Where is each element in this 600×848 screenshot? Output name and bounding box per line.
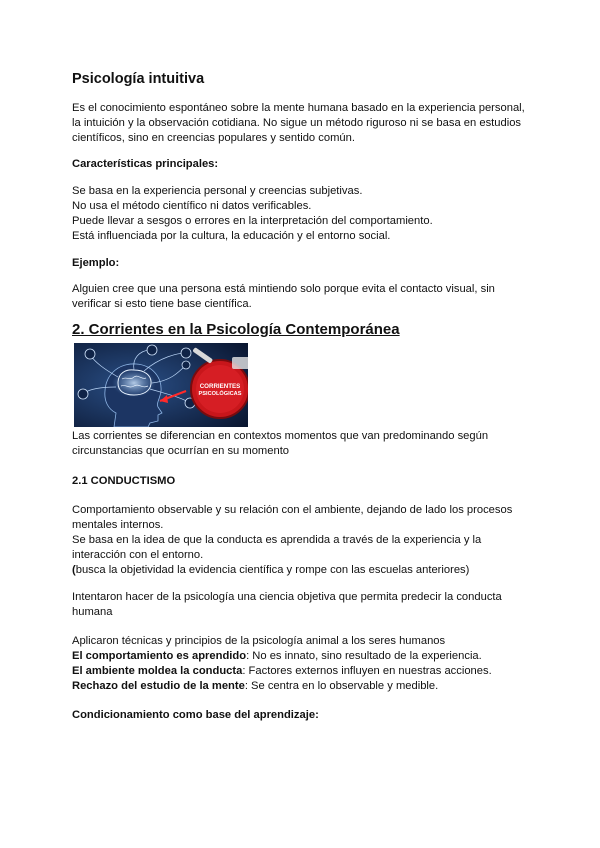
paragraph-line: Intentaron hacer de la psicología una ciencia objetiva que permita predecir la conducta	[72, 591, 502, 603]
key-point-text: : No es innato, sino resultado de la experiencia.	[246, 650, 482, 662]
intro-line: científicos, sino en creencias populares y sentido común.	[72, 132, 355, 144]
list-item: Puede llevar a sesgos o errores en la interpretación del comportamiento.	[72, 215, 433, 227]
open-paren: (	[72, 564, 76, 576]
paragraph-line	[72, 563, 532, 578]
image-caption	[72, 429, 532, 459]
conductismo-paragraph-3	[72, 634, 532, 694]
caracteristicas-heading: Características principales:	[72, 158, 219, 170]
paragraph-line: mentales internos.	[72, 519, 164, 531]
paragraph-line-rest: busca la objetividad la evidencia científica y rompe con las escuelas anteriores)	[75, 564, 470, 576]
caption-line: circunstancias que ocurrían en su momento	[72, 445, 290, 457]
list-item: Se basa en la experiencia personal y creencias subjetivas.	[72, 185, 363, 197]
conductismo-heading: 2.1 CONDUCTISMO	[72, 475, 176, 487]
condicionamiento-heading: Condicionamiento como base del aprendizaje:	[72, 709, 319, 721]
corrientes-image	[74, 343, 248, 427]
image-label-corrientes: CORRIENTES	[199, 383, 241, 390]
paragraph-line: interacción con el entorno.	[72, 549, 204, 561]
ejemplo-line: Alguien cree que una persona está mintiendo solo porque evita el contacto visual, sin	[72, 283, 495, 295]
paragraph-line: Se basa en la idea de que la conducta es aprendida a través de la experiencia y la	[72, 534, 482, 546]
key-point-label: El comportamiento es aprendido	[72, 650, 247, 662]
key-point-label: El ambiente moldea la conducta	[72, 665, 243, 677]
caption-line: Las corrientes se diferencian en contextos momentos que van predominando según	[72, 430, 489, 442]
paragraph-line: Comportamiento observable y su relación con el ambiente, dejando de lado los procesos	[72, 504, 513, 516]
image-label-psicologicas: PSICOLÓGICAS	[198, 391, 242, 397]
intro-paragraph	[72, 101, 532, 146]
intro-line: Es el conocimiento espontáneo sobre la mente humana basado en la experiencia personal,	[72, 102, 525, 114]
ejemplo-heading: Ejemplo:	[72, 257, 120, 269]
conductismo-paragraph-2	[72, 590, 532, 620]
key-point	[72, 649, 532, 664]
conductismo-paragraph-1	[72, 503, 532, 578]
key-point	[72, 664, 532, 679]
key-point-text: : Factores externos influyen en nuestras acciones.	[242, 665, 492, 677]
key-point	[72, 679, 532, 694]
section-heading: 2. Corrientes en la Psicología Contemporánea	[72, 321, 400, 338]
ejemplo-paragraph	[72, 282, 532, 312]
key-point-label: Rechazo del estudio de la mente	[72, 680, 245, 692]
list-item: No usa el método científico ni datos verificables.	[72, 200, 312, 212]
intro-line: la intuición y la observación cotidiana. No sigue un método riguroso ni se basa en estudios	[72, 117, 522, 129]
ejemplo-line: verificar si esto tiene base científica.	[72, 298, 252, 310]
list-item: Está influenciada por la cultura, la educación y el entorno social.	[72, 230, 391, 242]
key-point-text: : Se centra en lo observable y medible.	[244, 680, 439, 692]
caracteristicas-list	[72, 184, 532, 244]
paragraph-line: Aplicaron técnicas y principios de la psicología animal a los seres humanos	[72, 635, 446, 647]
paragraph-line: humana	[72, 606, 113, 618]
page-title: Psicología intuitiva	[72, 71, 205, 87]
